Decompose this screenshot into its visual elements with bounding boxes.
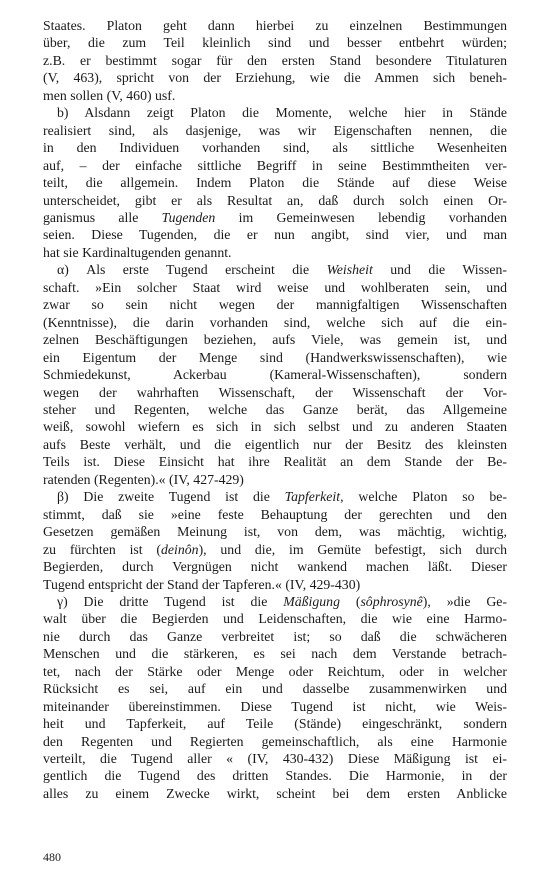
text-line: gentlich die Tugend des dritten Standes. Die Harmonie, in der	[43, 768, 507, 784]
text-line: Schmiedekunst, Ackerbau (Kameral-Wissenschaften), sondern	[43, 367, 507, 383]
text-line: alles zu einem Zwecke wirkt, scheint bei dem ersten Anblicke	[43, 785, 507, 801]
text-line: steher und Regenten, welche das Ganze berät, das Allgemeine	[43, 401, 507, 417]
text-line: γ) Die dritte Tugend ist die Mäßigung (sôphrosynê), »die Ge-	[57, 593, 507, 609]
text-line: schaft. »Ein solcher Staat wird weise und wohlberaten sein, und	[43, 279, 507, 295]
text-line: hat sie Kardinaltugenden genannt.	[43, 244, 232, 260]
text-line: zu fürchten ist (deinôn), und die, im Gemüte befestigt, sich durch	[43, 541, 507, 557]
text-line: b) Alsdann zeigt Platon die Momente, welche hier in Stände	[57, 105, 507, 121]
text-line: den Regenten und Regierten gemeinschaftlich, als eine Harmonie	[43, 733, 507, 749]
text-line: Teils ist. Diese Einsicht hat ihre Realität an dem Stande der Be-	[43, 454, 507, 470]
text-line: realisiert sind, als dasjenige, was wir Eigenschaften nennen, die	[43, 122, 507, 138]
page-number: 480	[43, 850, 61, 864]
text-line: Menschen und die stärkeren, es sei nach dem Verstande betrach-	[43, 646, 507, 662]
text-line: aufs Beste verhält, und die eigentlich nur der Besitz des kleinsten	[43, 436, 507, 452]
text-line: β) Die zweite Tugend ist die Tapferkeit, welche Platon so be-	[57, 489, 507, 505]
text-line: verteilt, die Tugend aller « (IV, 430-432) Diese Mäßigung ist ei-	[43, 751, 507, 767]
text-line: α) Als erste Tugend erscheint die Weisheit und die Wissen-	[57, 262, 507, 278]
text-line: teilt, die allgemein. Indem Platon die Stände auf diese Weise	[43, 175, 507, 191]
text-line: in den Individuen vorhanden sind, als sittliche Wesenheiten	[43, 140, 507, 156]
text-line: unterscheidet, gibt er als Resultat an, daß durch solch einen Or-	[43, 192, 507, 208]
text-line: wegen der wahrhaften Wissenschaft, der Wissenschaft der Vor-	[43, 384, 507, 400]
text-line: zelnen Beschäftigungen beziehen, aufs Viele, was gemein ist, und	[43, 332, 507, 348]
text-line: (Kenntnisse), die darin vorhanden sind, welche sich auf die ein-	[43, 314, 507, 330]
text-line: Rücksicht es sei, auf ein und dasselbe zusammenwirken und	[43, 681, 507, 697]
text-line: Staates. Platon geht dann hierbei zu einzelnen Bestimmungen	[43, 18, 507, 33]
text-line: Gesetzen gemäßen Meinung ist, von dem, was mächtig, wichtig,	[43, 524, 507, 540]
text-line: ratenden (Regenten).« (IV, 427-429)	[43, 471, 244, 487]
text-line: men sollen (V, 460) usf.	[43, 87, 176, 103]
text-line: ganismus alle Tugenden im Gemeinwesen lebendig vorhanden	[43, 209, 507, 225]
text-line: zwar so sein nicht wegen der mannigfaltigen Wissenschaften	[43, 297, 507, 313]
text-line: nie durch das Ganze verbreitet ist; so daß die schwächeren	[43, 628, 507, 644]
text-line: weiß, sowohl wiefern es sich in sich selbst und zu anderen Staaten	[43, 419, 507, 435]
text-line: Tugend entspricht der Stand der Tapferen.« (IV, 429-430)	[43, 576, 361, 592]
text-line: walt über die Begierden und Leidenschaften, die wie eine Harmo-	[43, 611, 507, 627]
text-line: Begierden, durch Vergnügen nicht wankend machen läßt. Dieser	[43, 559, 507, 575]
text-line: miteinander übereinstimmen. Diese Tugend ist nicht, wie Weis-	[43, 698, 507, 714]
text-line: stimmt, daß sie »eine feste Behauptung der gerechten und den	[43, 506, 507, 522]
text-line: seien. Diese Tugenden, die er nun angibt, sind vier, und man	[43, 227, 507, 243]
text-line: tet, nach der Stärke oder Menge oder Reichtum, oder in welcher	[43, 663, 507, 679]
text-line: auf, – der einfache sittliche Begriff in seine Bestimmtheiten ver-	[43, 157, 507, 173]
text-line: heit und Tapferkeit, auf Teile (Stände) eingeschränkt, sondern	[43, 716, 507, 732]
text-line: über, die zum Teil kleinlich sind und besser entbehrt würden;	[43, 35, 507, 51]
text-line: (V, 463), spricht von der Erziehung, wie die Ammen sich beneh-	[43, 70, 507, 86]
text-line: ein Eigentum der Menge sind (Handwerkswissenschaften), wie	[43, 349, 507, 365]
text-line: z.B. er bestimmt sogar für den ersten Stand besondere Titulaturen	[43, 52, 507, 68]
page-body	[43, 17, 507, 802]
